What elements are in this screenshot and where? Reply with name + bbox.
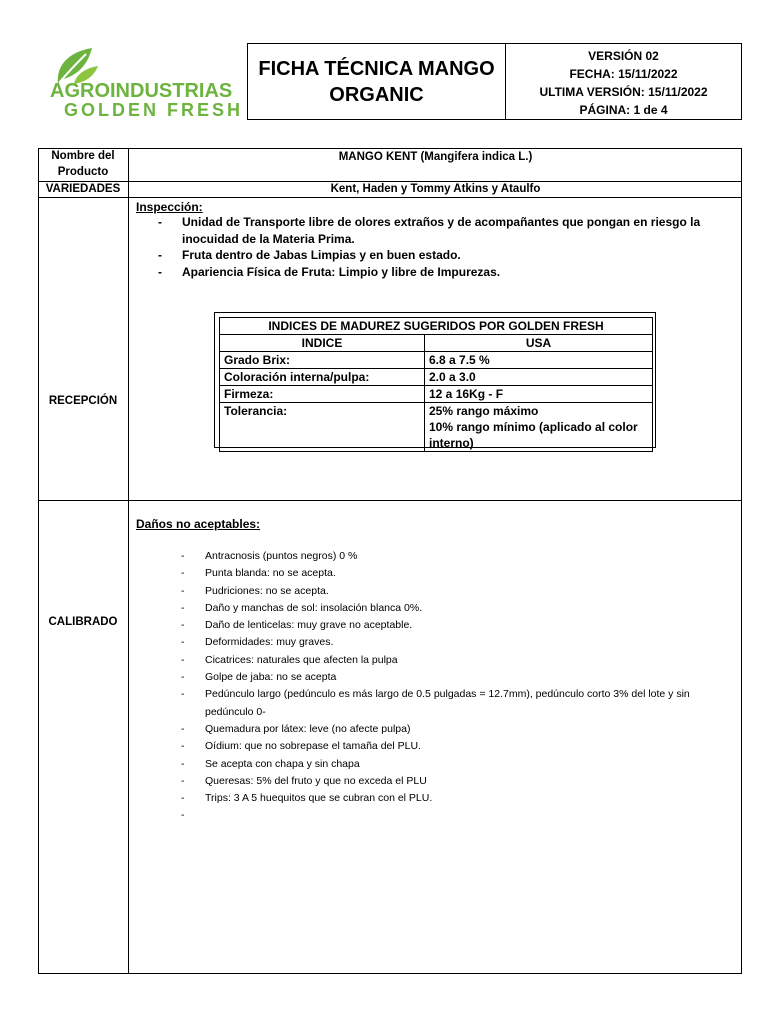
table-cell: 6.8 a 7.5 % — [425, 352, 653, 369]
table-row — [220, 386, 653, 403]
last-version-text: ULTIMA VERSIÓN: 15/11/2022 — [539, 85, 708, 99]
date-text: FECHA: 15/11/2022 — [569, 67, 678, 81]
document-title: FICHA TÉCNICA MANGO ORGANIC — [258, 57, 495, 106]
inspection-title: Inspección: — [136, 200, 203, 214]
list-item: - Daño de lenticelas: muy grave no aceptable. — [181, 619, 413, 632]
list-item: - Se acepta con chapa y sin chapa — [181, 757, 360, 770]
table-cell: Tolerancia: — [220, 403, 425, 452]
list-item: - Cicatrices: naturales que afecten la pulpa — [181, 653, 398, 666]
document-title-box — [247, 43, 506, 120]
list-item: - Queresas: 5% del fruto y que no exceda el PLU — [181, 774, 427, 787]
list-item: - Pedúnculo largo (pedúnculo es más largo de 0.5 pulgadas = 12.7mm), pedúnculo corto 3% del lote y sin pedúnculo 0- — [181, 688, 690, 718]
list-item: - Fruta dentro de Jabas Limpias y en buen estado. — [158, 248, 461, 262]
table-row — [220, 403, 653, 452]
version-text: VERSIÓN 02 — [588, 49, 659, 63]
list-item: - Quemadura por látex: leve (no afecte pulpa) — [181, 722, 411, 735]
table-cell: 12 a 16Kg - F — [425, 386, 653, 403]
list-item: - Unidad de Transporte libre de olores extraños y de acompañantes que pongan en riesgo la inocuidad de la Materia Prima. — [158, 215, 701, 246]
damages-title: Daños no aceptables: — [136, 517, 261, 531]
product-name-value: MANGO KENT (Mangifera indica L.) — [338, 151, 533, 163]
document-meta-box — [505, 43, 742, 120]
reception-label: RECEPCIÓN — [48, 395, 118, 407]
logo-text-line2: GOLDEN FRESH — [64, 100, 244, 120]
list-item: - Antracnosis (puntos negros) 0 % — [181, 550, 358, 562]
list-item: - Pudriciones: no se acepta. — [181, 584, 329, 597]
list-item: - Trips: 3 A 5 huequitos que se cubran con el PLU. — [181, 792, 433, 805]
logo-text-line1: AGROINDUSTRIAS — [50, 80, 233, 102]
indices-col-header: INDICE — [220, 335, 425, 352]
calibrado-label: CALIBRADO — [48, 616, 118, 628]
table-cell — [425, 403, 653, 452]
damages-list: - Antracnosis (puntos negros) 0 % - Punta blanda: no se acepta. - Pudriciones: no se acepta. - Daño y manchas de sol: insolación blanca 0%. - Daño de lenticelas: muy grave no aceptable. - Deformidades: muy graves. - Cicatrices: naturales que afecten la pulpa - Golpe de jaba: no se acepta - Pedúnculo largo (pedúnculo es más largo de 0.5 pulgadas = 12.7mm), pedúnculo corto 3% del lote y sin pedúnculo 0- - Quemadura por látex: leve (no afecte pulpa) - Oídium: que no sobrepase el tamaña del PLU. - Se acepta con chapa y sin chapa - Queresas: 5% del fruto y que no exceda el PLU - Trips: 3 A 5 huequitos que se cubran con el PLU. - — [136, 548, 736, 807]
list-item: - Daño y manchas de sol: insolación blanca 0%. — [181, 601, 423, 614]
tolerance-max: 25% rango máximo — [429, 404, 539, 418]
inspection-list — [136, 214, 731, 280]
row-divider — [38, 197, 742, 198]
table-cell: 2.0 a 3.0 — [425, 369, 653, 386]
company-logo — [40, 40, 245, 122]
row-divider — [38, 500, 742, 501]
tolerance-min: 10% rango mínimo (aplicado al color interno) — [429, 420, 638, 450]
table-row — [220, 352, 653, 369]
product-name-label: Nombre del Producto — [51, 150, 115, 178]
list-item: - Golpe de jaba: no se acepta — [181, 671, 337, 684]
indices-col-header: USA — [425, 335, 653, 352]
table-cell: Firmeza: — [220, 386, 425, 403]
spec-table-column-divider — [128, 148, 129, 974]
list-item: - Deformidades: muy graves. — [181, 636, 334, 649]
maturity-indices-table — [214, 312, 656, 448]
varieties-value: Kent, Haden y Tommy Atkins y Ataulfo — [330, 183, 541, 195]
list-item: - Oídium: que no sobrepase el tamaña del PLU. — [181, 740, 421, 753]
list-item: - Punta blanda: no se acepta. — [181, 567, 336, 580]
page-number-text: PÁGINA: 1 de 4 — [579, 103, 668, 117]
table-cell: Coloración interna/pulpa: — [220, 369, 425, 386]
varieties-label: VARIEDADES — [45, 183, 121, 195]
list-item: - Apariencia Física de Fruta: Limpio y libre de Impurezas. — [158, 264, 501, 279]
table-row — [220, 369, 653, 386]
table-cell: Grado Brix: — [220, 352, 425, 369]
indices-table-title: INDICES DE MADUREZ SUGERIDOS POR GOLDEN FRESH — [220, 318, 653, 335]
